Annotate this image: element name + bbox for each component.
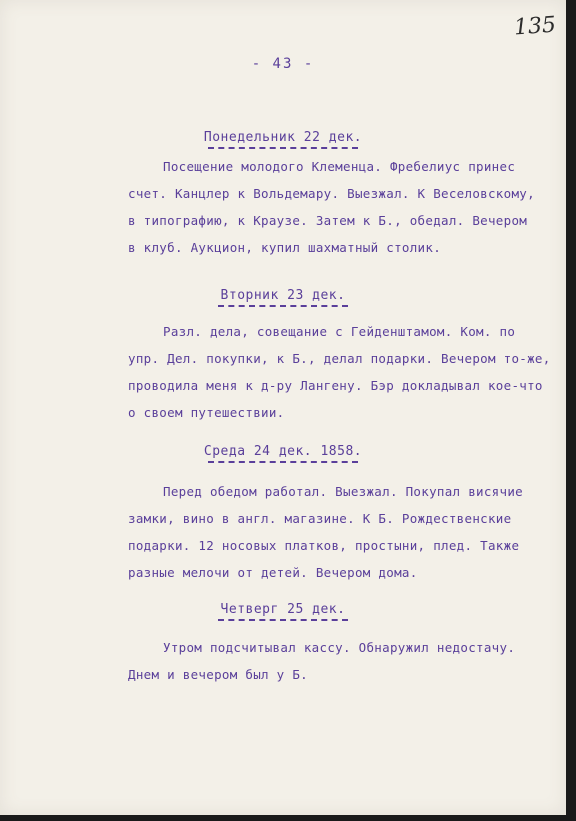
text-line: счет. Канцлер к Вольдемару. Выезжал. К Веселовскому,	[128, 186, 535, 201]
text-line: замки, вино в англ. магазине. К Б. Рождественские	[128, 511, 512, 526]
text-line: Днем и вечером был у Б.	[128, 667, 308, 682]
text-line: в типографию, к Краузе. Затем к Б., обедал. Вечером	[128, 213, 528, 228]
text-line: Перед обедом работал. Выезжал. Покупал висячие	[163, 484, 523, 499]
heading-underline	[218, 305, 348, 307]
entry-heading-text: Среда 24 дек. 1858.	[203, 444, 363, 459]
entry-paragraph	[128, 318, 551, 426]
heading-underline	[208, 461, 358, 463]
entry-heading	[0, 130, 566, 149]
heading-underline	[208, 147, 358, 149]
entry-paragraph	[128, 478, 548, 586]
entry-heading	[0, 288, 566, 307]
heading-underline	[218, 619, 348, 621]
text-line: Разл. дела, совещание с Гейденштамом. Ком. по	[163, 324, 516, 339]
entry-heading-text: Четверг 25 дек.	[220, 602, 346, 617]
entry-heading-text: Вторник 23 дек.	[220, 288, 346, 303]
text-line: Посещение молодого Клеменца. Фребелиус принес	[163, 159, 516, 174]
entry-paragraph	[128, 634, 548, 688]
text-line: проводила меня к д-ру Лангену. Бэр докладывал кое-что	[128, 378, 543, 393]
entry-heading	[0, 444, 566, 463]
text-line: в клуб. Аукцион, купил шахматный столик.	[128, 240, 442, 255]
text-line: о своем путешествии.	[128, 405, 285, 420]
entry-heading-text: Понедельник 22 дек.	[203, 130, 363, 145]
text-line: подарки. 12 носовых платков, простыни, плед. Также	[128, 538, 520, 553]
page-number: - 43 -	[251, 56, 315, 72]
text-line: упр. Дел. покупки, к Б., делал подарки. Вечером то-же,	[128, 351, 551, 366]
archive-folio-number: 135	[513, 12, 557, 41]
entry-heading	[0, 602, 566, 621]
text-line: Утром подсчитывал кассу. Обнаружил недостачу.	[163, 640, 516, 655]
entry-paragraph	[128, 153, 548, 261]
text-line: разные мелочи от детей. Вечером дома.	[128, 565, 418, 580]
